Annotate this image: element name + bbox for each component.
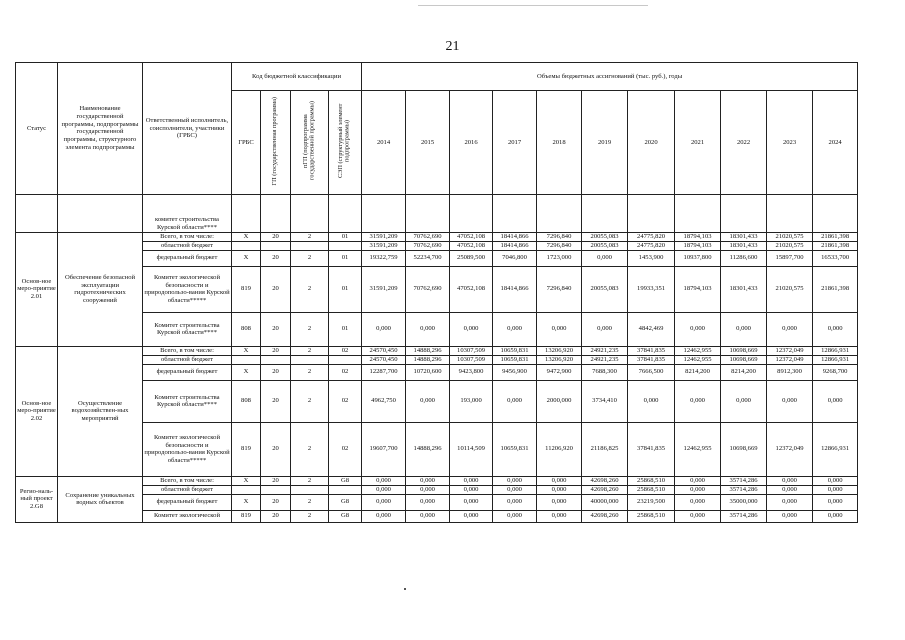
header-grbs: ГРБС [232, 91, 261, 195]
row-sep [329, 355, 362, 364]
row-responsible: федеральный бюджет [143, 364, 232, 380]
row-value: 1723,000 [537, 250, 582, 266]
row-pgp: 2 [291, 250, 329, 266]
row-responsible: Комитет экологической безопасности и природопользо-вания Курской области***** [143, 422, 232, 476]
row-status: Регио-наль-ный проект 2.G8 [16, 476, 58, 522]
row-value: 21020,575 [767, 232, 813, 241]
row-value: 18301,433 [721, 241, 767, 250]
row-pgp: 2 [291, 312, 329, 346]
row-value: 0,000 [406, 494, 450, 510]
row-value: 24570,450 [362, 355, 406, 364]
row-value: 0,000 [675, 510, 721, 522]
row-value: 35714,286 [721, 485, 767, 494]
row-value: 10720,600 [406, 364, 450, 380]
row-value: 20055,083 [582, 232, 628, 241]
row-value: 18794,103 [675, 241, 721, 250]
row-gp: 20 [261, 364, 291, 380]
row-pgp: 2 [291, 494, 329, 510]
table-row [16, 312, 858, 346]
row-grbs: 808 [232, 312, 261, 346]
row-value: 4842,469 [628, 312, 675, 346]
row-value: 0,000 [537, 494, 582, 510]
header-year: 2022 [721, 91, 767, 195]
row-gp: 20 [261, 494, 291, 510]
header-year: 2020 [628, 91, 675, 195]
row-value: 0,000 [537, 476, 582, 485]
row-value: 9456,900 [493, 364, 537, 380]
table-row [16, 476, 858, 485]
row-value: 42698,260 [582, 485, 628, 494]
row-value: 0,000 [721, 380, 767, 422]
row-value: 0,000 [537, 312, 582, 346]
header-volumes: Объемы бюджетных ассигнований (тыс. руб.), годы [362, 63, 858, 91]
row-value: 3734,410 [582, 380, 628, 422]
row-value: 31591,209 [362, 232, 406, 241]
row-responsible: Всего, в том числе: [143, 232, 232, 241]
row-value: 12372,049 [767, 422, 813, 476]
row-value: 0,000 [582, 250, 628, 266]
row-value: 0,000 [813, 494, 858, 510]
row-value: 12287,700 [362, 364, 406, 380]
row-value: 0,000 [537, 510, 582, 522]
row-value: 25089,500 [450, 250, 493, 266]
row-value: 18794,103 [675, 232, 721, 241]
continuation-row [16, 194, 858, 232]
row-value: 37841,835 [628, 346, 675, 355]
table-row [16, 346, 858, 355]
row-value: 25868,510 [628, 476, 675, 485]
row-value: 21186,825 [582, 422, 628, 476]
row-value: 24921,235 [582, 346, 628, 355]
row-value: 10307,509 [450, 355, 493, 364]
header-program-name: Наименование государственной программы, подпрограммы государственной программы, структурного элемента подпрограммы [58, 63, 143, 195]
row-value: 24570,450 [362, 346, 406, 355]
row-pgp: 2 [291, 232, 329, 241]
row-value: 0,000 [362, 494, 406, 510]
header-year: 2021 [675, 91, 721, 195]
page-number: 21 [445, 39, 460, 54]
row-value: 0,000 [450, 312, 493, 346]
row-value: 12462,955 [675, 422, 721, 476]
header-year: 2023 [767, 91, 813, 195]
row-gp: 20 [261, 312, 291, 346]
row-pgp: 2 [291, 476, 329, 485]
row-value: 193,000 [450, 380, 493, 422]
row-value: 12866,931 [813, 422, 858, 476]
table-row [16, 250, 858, 266]
row-value: 9472,900 [537, 364, 582, 380]
row-grbs: X [232, 232, 261, 241]
row-value: 0,000 [767, 510, 813, 522]
row-value: 7046,800 [493, 250, 537, 266]
row-value: 47052,108 [450, 232, 493, 241]
row-value: 25868,510 [628, 485, 675, 494]
row-value: 70762,690 [406, 266, 450, 312]
row-value: 8214,200 [721, 364, 767, 380]
row-value: 10114,509 [450, 422, 493, 476]
row-responsible: областной бюджет [143, 485, 232, 494]
row-value: 10659,831 [493, 355, 537, 364]
row-responsible: федеральный бюджет [143, 494, 232, 510]
row-sep [329, 241, 362, 250]
row-value: 19607,700 [362, 422, 406, 476]
row-grbs: X [232, 476, 261, 485]
top-rule [418, 5, 648, 6]
row-program-name: Обеспечение безопасной эксплуатации гидротехнических сооружений [58, 232, 143, 346]
row-value: 19933,351 [628, 266, 675, 312]
row-value: 0,000 [362, 485, 406, 494]
row-value: 37841,835 [628, 355, 675, 364]
row-value: 0,000 [450, 485, 493, 494]
row-grbs [232, 241, 261, 250]
row-value: 0,000 [362, 476, 406, 485]
row-value: 18301,433 [721, 266, 767, 312]
row-program-name: Осуществление водохозяйствен-ных мероприятий [58, 346, 143, 476]
header-year: 2015 [406, 91, 450, 195]
table-row [16, 364, 858, 380]
row-grbs: X [232, 250, 261, 266]
row-value: 0,000 [582, 312, 628, 346]
row-value: 21020,575 [767, 241, 813, 250]
row-grbs: X [232, 364, 261, 380]
header-sep: СЭП (структурный элемент подпрограммы) [337, 103, 352, 179]
row-grbs [232, 355, 261, 364]
table-row [16, 232, 858, 241]
row-value: 0,000 [813, 312, 858, 346]
row-value: 20055,083 [582, 266, 628, 312]
row-sep [329, 485, 362, 494]
row-value: 21861,398 [813, 232, 858, 241]
row-grbs: X [232, 346, 261, 355]
row-value: 0,000 [675, 380, 721, 422]
row-value: 7666,500 [628, 364, 675, 380]
row-value: 0,000 [406, 510, 450, 522]
table-row [16, 266, 858, 312]
row-value: 24775,820 [628, 232, 675, 241]
row-responsible: Комитет строительства Курской области**** [143, 380, 232, 422]
row-gp: 20 [261, 250, 291, 266]
row-responsible: Комитет строительства Курской области**** [143, 312, 232, 346]
row-value: 35000,000 [721, 494, 767, 510]
row-value: 0,000 [675, 312, 721, 346]
row-value: 0,000 [813, 476, 858, 485]
row-responsible: областной бюджет [143, 355, 232, 364]
header-responsible: Ответственный исполнитель, соисполнители, участники (ГРБС) [143, 63, 232, 195]
row-gp: 20 [261, 346, 291, 355]
table-row [16, 510, 858, 522]
row-value: 0,000 [362, 312, 406, 346]
header-year: 2024 [813, 91, 858, 195]
row-value: 12866,931 [813, 346, 858, 355]
row-sep: G8 [329, 494, 362, 510]
row-pgp: 2 [291, 346, 329, 355]
row-value: 0,000 [628, 380, 675, 422]
row-pgp [291, 241, 329, 250]
row-value: 0,000 [767, 312, 813, 346]
row-value: 35714,286 [721, 510, 767, 522]
header-year: 2016 [450, 91, 493, 195]
row-value: 70762,690 [406, 241, 450, 250]
row-value: 31591,209 [362, 266, 406, 312]
row-responsible: Комитет экологической безопасности и природопользо-вания Курской области***** [143, 266, 232, 312]
row-value: 9268,700 [813, 364, 858, 380]
row-responsible: Всего, в том числе: [143, 346, 232, 355]
row-sep: 01 [329, 312, 362, 346]
row-sep: 02 [329, 364, 362, 380]
row-value: 10659,831 [493, 422, 537, 476]
row-value: 31591,209 [362, 241, 406, 250]
row-value: 2000,000 [537, 380, 582, 422]
row-gp: 20 [261, 266, 291, 312]
row-pgp: 2 [291, 510, 329, 522]
budget-table [15, 62, 858, 523]
row-value: 0,000 [406, 485, 450, 494]
row-value: 20055,083 [582, 241, 628, 250]
row-gp: 20 [261, 476, 291, 485]
row-pgp: 2 [291, 266, 329, 312]
row-value: 0,000 [493, 494, 537, 510]
row-gp [261, 355, 291, 364]
table-row [16, 422, 858, 476]
header-pgp-cell [291, 91, 329, 195]
continuation-resp: комитет строительства Курской области**** [143, 194, 232, 232]
row-grbs: X [232, 494, 261, 510]
header-year: 2018 [537, 91, 582, 195]
row-value: 10698,669 [721, 355, 767, 364]
row-value: 47052,108 [450, 241, 493, 250]
row-value: 12462,955 [675, 355, 721, 364]
row-value: 42698,260 [582, 476, 628, 485]
row-sep: 02 [329, 380, 362, 422]
row-status: Основ-ное меро-приятие 2.01 [16, 232, 58, 346]
row-sep: 01 [329, 232, 362, 241]
row-pgp: 2 [291, 364, 329, 380]
row-value: 42698,260 [582, 510, 628, 522]
row-value: 70762,690 [406, 232, 450, 241]
row-status: Основ-ное меро-приятие 2.02 [16, 346, 58, 476]
row-sep: 01 [329, 250, 362, 266]
row-responsible: федеральный бюджет [143, 250, 232, 266]
row-value: 0,000 [493, 312, 537, 346]
row-value: 25868,510 [628, 510, 675, 522]
header-year: 2014 [362, 91, 406, 195]
row-gp: 20 [261, 510, 291, 522]
row-value: 21020,575 [767, 266, 813, 312]
row-value: 0,000 [813, 510, 858, 522]
row-value: 0,000 [450, 494, 493, 510]
row-value: 12372,049 [767, 355, 813, 364]
row-value: 35714,286 [721, 476, 767, 485]
row-value: 13206,920 [537, 355, 582, 364]
row-grbs: 819 [232, 266, 261, 312]
row-value: 10937,800 [675, 250, 721, 266]
header-year: 2019 [582, 91, 628, 195]
row-value: 0,000 [767, 380, 813, 422]
row-value: 0,000 [493, 510, 537, 522]
header-pgp: пГП (подпрограмма государственной программы) [301, 101, 316, 181]
table-row [16, 355, 858, 364]
row-value: 10698,669 [721, 422, 767, 476]
row-value: 52234,700 [406, 250, 450, 266]
row-value: 23219,500 [628, 494, 675, 510]
row-sep: G8 [329, 476, 362, 485]
row-value: 0,000 [675, 476, 721, 485]
row-value: 0,000 [450, 510, 493, 522]
row-value: 12866,931 [813, 355, 858, 364]
row-value: 0,000 [813, 380, 858, 422]
row-value: 18414,866 [493, 232, 537, 241]
row-value: 11206,920 [537, 422, 582, 476]
row-value: 14888,296 [406, 346, 450, 355]
row-sep: 02 [329, 346, 362, 355]
row-value: 21861,398 [813, 241, 858, 250]
row-value: 1453,900 [628, 250, 675, 266]
row-value: 24775,820 [628, 241, 675, 250]
row-pgp [291, 355, 329, 364]
row-value: 10698,669 [721, 346, 767, 355]
row-grbs: 808 [232, 380, 261, 422]
row-responsible: Комитет экологической [143, 510, 232, 522]
row-pgp: 2 [291, 380, 329, 422]
row-value: 0,000 [493, 380, 537, 422]
row-grbs: 819 [232, 510, 261, 522]
row-value: 10659,831 [493, 346, 537, 355]
table-row [16, 485, 858, 494]
row-value: 9423,800 [450, 364, 493, 380]
row-value: 0,000 [406, 476, 450, 485]
row-value: 7296,840 [537, 266, 582, 312]
row-value: 0,000 [675, 485, 721, 494]
row-value: 37841,835 [628, 422, 675, 476]
row-value: 19322,759 [362, 250, 406, 266]
row-grbs [232, 485, 261, 494]
row-value: 0,000 [767, 494, 813, 510]
row-sep: 01 [329, 266, 362, 312]
scan-dot [404, 588, 406, 590]
row-value: 10307,509 [450, 346, 493, 355]
row-value: 18301,433 [721, 232, 767, 241]
row-value: 47052,108 [450, 266, 493, 312]
row-value: 0,000 [362, 510, 406, 522]
row-value: 0,000 [406, 380, 450, 422]
row-responsible: Всего, в том числе: [143, 476, 232, 485]
row-value: 13206,920 [537, 346, 582, 355]
row-value: 14888,296 [406, 355, 450, 364]
row-value: 14888,296 [406, 422, 450, 476]
row-value: 7296,840 [537, 232, 582, 241]
row-value: 0,000 [493, 476, 537, 485]
row-value: 7296,840 [537, 241, 582, 250]
row-value: 40000,000 [582, 494, 628, 510]
row-value: 0,000 [721, 312, 767, 346]
header-sep-cell [329, 91, 362, 195]
row-value: 24921,235 [582, 355, 628, 364]
row-grbs: 819 [232, 422, 261, 476]
row-value: 16533,700 [813, 250, 858, 266]
row-value: 0,000 [493, 485, 537, 494]
row-responsible: областной бюджет [143, 241, 232, 250]
row-value: 7688,300 [582, 364, 628, 380]
table-row [16, 241, 858, 250]
row-value: 0,000 [675, 494, 721, 510]
row-pgp: 2 [291, 422, 329, 476]
row-value: 8912,300 [767, 364, 813, 380]
header-gp-cell [261, 91, 291, 195]
row-value: 0,000 [406, 312, 450, 346]
row-gp: 20 [261, 232, 291, 241]
row-gp [261, 241, 291, 250]
row-value: 0,000 [537, 485, 582, 494]
row-value: 12462,955 [675, 346, 721, 355]
row-program-name: Сохранение уникальных водных объектов [58, 476, 143, 522]
row-value: 21861,398 [813, 266, 858, 312]
row-value: 12372,049 [767, 346, 813, 355]
row-value: 11286,600 [721, 250, 767, 266]
header-kbk: Код бюджетной классификации [232, 63, 362, 91]
row-value: 18414,866 [493, 266, 537, 312]
row-value: 0,000 [813, 485, 858, 494]
header-gp: ГП (государственная программа) [271, 96, 279, 186]
row-sep: G8 [329, 510, 362, 522]
header-year: 2017 [493, 91, 537, 195]
row-pgp [291, 485, 329, 494]
row-value: 0,000 [767, 476, 813, 485]
row-value: 0,000 [450, 476, 493, 485]
row-value: 15897,700 [767, 250, 813, 266]
row-value: 8214,200 [675, 364, 721, 380]
row-sep: 02 [329, 422, 362, 476]
row-value: 4962,750 [362, 380, 406, 422]
header-status: Статус [16, 63, 58, 195]
row-value: 18794,103 [675, 266, 721, 312]
row-gp [261, 485, 291, 494]
row-gp: 20 [261, 422, 291, 476]
row-gp: 20 [261, 380, 291, 422]
row-value: 18414,866 [493, 241, 537, 250]
table-row [16, 494, 858, 510]
row-value: 0,000 [767, 485, 813, 494]
table-row [16, 380, 858, 422]
